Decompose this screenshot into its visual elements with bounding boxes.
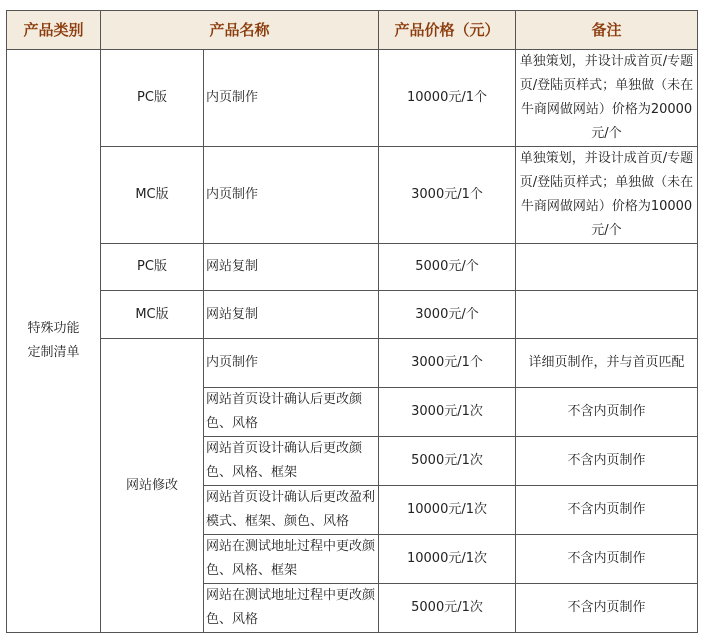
product-name: 网站首页设计确认后更改颜色、风格、框架 — [204, 437, 379, 486]
product-name: 网站复制 — [204, 291, 379, 339]
product-note — [516, 291, 698, 339]
product-price: 3000元/1个 — [379, 147, 516, 244]
product-price: 10000元/1次 — [379, 486, 516, 535]
product-price: 5000元/个 — [379, 244, 516, 291]
header-row — [7, 11, 698, 50]
product-price: 10000元/1次 — [379, 535, 516, 584]
header-price: 产品价格（元） — [379, 11, 516, 50]
product-price: 3000元/个 — [379, 291, 516, 339]
product-name: 内页制作 — [204, 50, 379, 147]
table-row — [7, 147, 698, 244]
price-table — [6, 10, 698, 633]
product-price: 10000元/1个 — [379, 50, 516, 147]
product-price: 5000元/1次 — [379, 584, 516, 633]
product-name: 网站在测试地址过程中更改颜色、风格、框架 — [204, 535, 379, 584]
product-name: 网站首页设计确认后更改盈利模式、框架、颜色、风格 — [204, 486, 379, 535]
subcategory-cell: 网站修改 — [101, 339, 204, 633]
product-price: 5000元/1次 — [379, 437, 516, 486]
table-row — [7, 339, 698, 388]
product-note: 单独策划，并设计成首页/专题页/登陆页样式；单独做（未在牛商网做网站）价格为10000元/个 — [516, 147, 698, 244]
product-name: 网站首页设计确认后更改颜色、风格 — [204, 388, 379, 437]
header-note: 备注 — [516, 11, 698, 50]
product-note: 单独策划，并设计成首页/专题页/登陆页样式；单独做（未在牛商网做网站）价格为20000元/个 — [516, 50, 698, 147]
table-row — [7, 244, 698, 291]
product-name: 网站复制 — [204, 244, 379, 291]
product-note: 不含内页制作 — [516, 388, 698, 437]
table-row — [7, 291, 698, 339]
product-note: 详细页制作，并与首页匹配 — [516, 339, 698, 388]
subcategory-cell: PC版 — [101, 50, 204, 147]
product-note: 不含内页制作 — [516, 535, 698, 584]
product-price: 3000元/1个 — [379, 339, 516, 388]
subcategory-cell: MC版 — [101, 291, 204, 339]
product-note: 不含内页制作 — [516, 584, 698, 633]
product-note: 不含内页制作 — [516, 437, 698, 486]
product-name: 内页制作 — [204, 339, 379, 388]
subcategory-cell: PC版 — [101, 244, 204, 291]
header-name: 产品名称 — [101, 11, 379, 50]
product-name: 网站在测试地址过程中更改颜色、风格 — [204, 584, 379, 633]
product-price: 3000元/1次 — [379, 388, 516, 437]
subcategory-cell: MC版 — [101, 147, 204, 244]
product-note — [516, 244, 698, 291]
product-name: 内页制作 — [204, 147, 379, 244]
category-cell — [7, 50, 101, 633]
header-category: 产品类别 — [7, 11, 101, 50]
product-note: 不含内页制作 — [516, 486, 698, 535]
category-label: 特殊功能定制清单 — [27, 321, 80, 360]
table-row — [7, 50, 698, 147]
